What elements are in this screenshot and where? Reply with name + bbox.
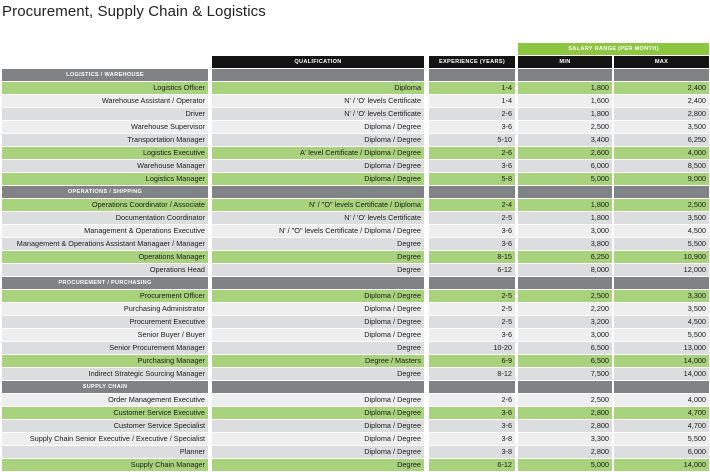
section-filler [518, 381, 612, 393]
job-title-cell: Logistics Manager [2, 173, 208, 185]
job-title-cell: Planner [2, 446, 208, 458]
min-salary-cell: 3,800 [518, 238, 612, 250]
experience-cell: 5-10 [429, 134, 515, 146]
max-salary-cell: 10,900 [614, 251, 709, 263]
max-salary-cell: 5,500 [614, 433, 709, 445]
min-salary-cell: 2,200 [518, 303, 612, 315]
experience-cell: 2-6 [429, 147, 515, 159]
min-salary-cell: 8,000 [518, 264, 612, 276]
qualification-cell: Diploma / Degree [212, 121, 424, 133]
section-filler [429, 186, 515, 198]
min-salary-cell: 3,000 [518, 329, 612, 341]
max-salary-cell: 14,000 [614, 355, 709, 367]
job-title-cell: Operations Manager [2, 251, 208, 263]
section-label: OPERATIONS / SHIPPING [2, 186, 208, 198]
job-title-cell: Documentation Coordinator [2, 212, 208, 224]
section-label: LOGISTICS / WAREHOUSE [2, 69, 208, 81]
section-filler [212, 381, 424, 393]
job-title-cell: Management & Operations Assistant Managaer / Manager [2, 238, 208, 250]
experience-cell: 3-6 [429, 225, 515, 237]
min-salary-cell: 2,500 [518, 394, 612, 406]
qualification-cell: Diploma / Degree [212, 433, 424, 445]
qualification-cell: N' / "O" levels Certificate / Diploma [212, 199, 424, 211]
job-title-cell: Operations Coordinator / Associate [2, 199, 208, 211]
experience-cell: 6-9 [429, 355, 515, 367]
max-salary-cell: 4,000 [614, 394, 709, 406]
max-salary-cell: 3,300 [614, 290, 709, 302]
max-salary-cell: 4,700 [614, 407, 709, 419]
job-title-cell: Logistics Executive [2, 147, 208, 159]
section-filler [518, 277, 612, 289]
max-salary-cell: 3,500 [614, 212, 709, 224]
qualification-cell: N' / "O" levels Certificate / Diploma / Degree [212, 225, 424, 237]
job-title-cell: Senior Buyer / Buyer [2, 329, 208, 341]
min-salary-cell: 7,500 [518, 368, 612, 380]
min-salary-cell: 6,500 [518, 342, 612, 354]
qualification-cell: N' / 'O' levels Certificate [212, 95, 424, 107]
min-salary-cell: 1,800 [518, 108, 612, 120]
experience-cell: 1-4 [429, 82, 515, 94]
min-salary-cell: 2,800 [518, 446, 612, 458]
section-label: SUPPLY CHAIN [2, 381, 208, 393]
section-filler [614, 186, 709, 198]
qualification-cell: Diploma [212, 82, 424, 94]
min-salary-cell: 3,000 [518, 225, 612, 237]
job-title-cell: Customer Service Specialist [2, 420, 208, 432]
qualification-cell: Diploma / Degree [212, 420, 424, 432]
min-salary-cell: 2,800 [518, 420, 612, 432]
qualification-cell: Diploma / Degree [212, 173, 424, 185]
min-salary-cell: 3,400 [518, 134, 612, 146]
section-filler [614, 69, 709, 81]
qualification-cell: Diploma / Degree [212, 329, 424, 341]
max-salary-cell: 5,500 [614, 238, 709, 250]
qualification-cell: Diploma / Degree [212, 446, 424, 458]
section-filler [212, 186, 424, 198]
max-salary-cell: 5,500 [614, 329, 709, 341]
max-salary-cell: 6,000 [614, 446, 709, 458]
min-salary-cell: 6,250 [518, 251, 612, 263]
experience-cell: 3-6 [429, 329, 515, 341]
min-salary-cell: 1,800 [518, 212, 612, 224]
job-title-cell: Management & Operations Executive [2, 225, 208, 237]
qualification-cell: Diploma / Degree [212, 407, 424, 419]
experience-cell: 10-20 [429, 342, 515, 354]
experience-cell: 6-12 [429, 264, 515, 276]
section-filler [212, 277, 424, 289]
job-title-cell: Supply Chain Senior Executive / Executive / Specialist [2, 433, 208, 445]
experience-cell: 2-6 [429, 394, 515, 406]
job-title-cell: Customer Service Executive [2, 407, 208, 419]
min-salary-cell: 3,300 [518, 433, 612, 445]
job-title-cell: Warehouse Assistant / Operator [2, 95, 208, 107]
max-salary-cell: 3,500 [614, 121, 709, 133]
max-salary-cell: 4,500 [614, 225, 709, 237]
qualification-cell: Diploma / Degree [212, 394, 424, 406]
job-title-cell: Purchasing Manager [2, 355, 208, 367]
qualification-cell: Degree [212, 459, 424, 471]
experience-cell: 1-4 [429, 95, 515, 107]
max-salary-cell: 6,250 [614, 134, 709, 146]
experience-cell: 8-12 [429, 368, 515, 380]
experience-cell: 3-6 [429, 121, 515, 133]
qualification-cell: Degree [212, 342, 424, 354]
qualification-cell: Degree [212, 238, 424, 250]
qualification-cell: Degree [212, 264, 424, 276]
max-salary-cell: 14,000 [614, 459, 709, 471]
max-salary-cell: 9,000 [614, 173, 709, 185]
job-title-cell: Driver [2, 108, 208, 120]
min-salary-cell: 2,600 [518, 147, 612, 159]
job-title-cell: Procurement Executive [2, 316, 208, 328]
experience-header: EXPERIENCE (YEARS) [429, 56, 515, 68]
section-label: PROCUREMENT / PURCHASING [2, 277, 208, 289]
experience-cell: 3-8 [429, 446, 515, 458]
job-title-cell: Operations Head [2, 264, 208, 276]
min-salary-cell: 1,800 [518, 82, 612, 94]
salary-range-header: SALARY RANGE (PER MONTH) [518, 43, 709, 55]
min-salary-cell: 1,800 [518, 199, 612, 211]
qualification-cell: N' / 'O' levels Certificate [212, 212, 424, 224]
job-title-cell: Senior Procurement Manager [2, 342, 208, 354]
section-filler [614, 277, 709, 289]
qualification-cell: Degree [212, 251, 424, 263]
max-salary-cell: 2,400 [614, 82, 709, 94]
qualification-cell: Diploma / Degree [212, 160, 424, 172]
qualification-cell: Degree / Masters [212, 355, 424, 367]
min-salary-cell: 2,500 [518, 290, 612, 302]
job-title-cell: Procurement Officer [2, 290, 208, 302]
section-filler [212, 69, 424, 81]
max-salary-cell: 4,500 [614, 316, 709, 328]
experience-cell: 2-4 [429, 199, 515, 211]
min-salary-cell: 6,000 [518, 160, 612, 172]
experience-cell: 2-5 [429, 316, 515, 328]
max-header: MAX [614, 56, 709, 68]
qualification-cell: Diploma / Degree [212, 290, 424, 302]
job-title-cell: Indirect Strategic Sourcing Manager [2, 368, 208, 380]
job-title-cell: Warehouse Manager [2, 160, 208, 172]
experience-cell: 8-15 [429, 251, 515, 263]
experience-cell: 6-12 [429, 459, 515, 471]
experience-cell: 3-8 [429, 433, 515, 445]
page-title: Procurement, Supply Chain & Logistics [2, 3, 266, 20]
experience-cell: 3-6 [429, 407, 515, 419]
section-filler [518, 186, 612, 198]
experience-cell: 2-5 [429, 303, 515, 315]
min-salary-cell: 1,600 [518, 95, 612, 107]
qualification-header: QUALIFICATION [212, 56, 424, 68]
min-salary-cell: 5,000 [518, 173, 612, 185]
max-salary-cell: 8,500 [614, 160, 709, 172]
max-salary-cell: 14,000 [614, 368, 709, 380]
min-salary-cell: 2,800 [518, 407, 612, 419]
max-salary-cell: 2,800 [614, 108, 709, 120]
section-filler [614, 381, 709, 393]
job-title-cell: Supply Chain Manager [2, 459, 208, 471]
section-filler [429, 381, 515, 393]
max-salary-cell: 3,500 [614, 303, 709, 315]
max-salary-cell: 13,000 [614, 342, 709, 354]
experience-cell: 3-6 [429, 160, 515, 172]
section-filler [518, 69, 612, 81]
min-salary-cell: 5,000 [518, 459, 612, 471]
section-filler [429, 277, 515, 289]
qualification-cell: Diploma / Degree [212, 303, 424, 315]
job-title-cell: Warehouse Supervisor [2, 121, 208, 133]
min-salary-cell: 6,500 [518, 355, 612, 367]
min-salary-cell: 3,200 [518, 316, 612, 328]
max-salary-cell: 2,500 [614, 199, 709, 211]
experience-cell: 5-8 [429, 173, 515, 185]
max-salary-cell: 4,000 [614, 147, 709, 159]
qualification-cell: N' / 'O' levels Certificate [212, 108, 424, 120]
qualification-cell: A' level Certificate / Diploma / Degree [212, 147, 424, 159]
qualification-cell: Diploma / Degree [212, 134, 424, 146]
experience-cell: 2-6 [429, 108, 515, 120]
max-salary-cell: 2,400 [614, 95, 709, 107]
experience-cell: 3-6 [429, 238, 515, 250]
max-salary-cell: 4,700 [614, 420, 709, 432]
max-salary-cell: 12,000 [614, 264, 709, 276]
job-title-cell: Purchasing Administrator [2, 303, 208, 315]
min-salary-cell: 2,500 [518, 121, 612, 133]
section-filler [429, 69, 515, 81]
qualification-cell: Diploma / Degree [212, 316, 424, 328]
job-title-cell: Order Management Executive [2, 394, 208, 406]
min-header: MIN [518, 56, 612, 68]
experience-cell: 3-6 [429, 420, 515, 432]
experience-cell: 2-5 [429, 290, 515, 302]
qualification-cell: Degree [212, 368, 424, 380]
experience-cell: 2-5 [429, 212, 515, 224]
job-title-cell: Logistics Officer [2, 82, 208, 94]
job-title-cell: Transportation Manager [2, 134, 208, 146]
